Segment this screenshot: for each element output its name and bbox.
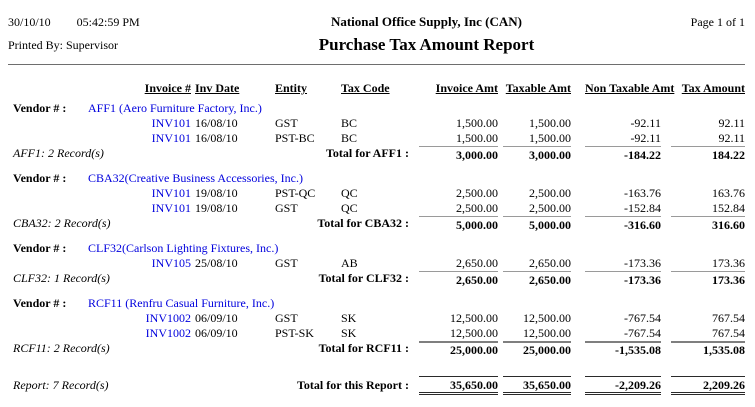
vendor-name-link[interactable]: CLF32(Carlson Lighting Fixtures, Inc.) [88,241,279,255]
report-tax-amount: 2,209.26 [671,376,745,395]
group-total-row [8,216,745,232]
report-invoice-amt: 35,650.00 [419,376,498,395]
page-number: Page 1 of 1 [690,15,745,29]
vendor-name-link[interactable]: CBA32(Creative Business Accessories, Inc.) [88,171,303,185]
tax-amount: 152.84 [712,201,745,215]
column-header-row [8,82,745,96]
tax-amount: 92.11 [718,131,745,145]
invoice-date: 06/09/10 [195,311,238,325]
invoice-number-link[interactable]: INV101 [151,201,191,215]
group-total-row [8,271,745,287]
tax-amount: 767.54 [712,311,745,325]
invoice-row [8,326,745,341]
entity-value: PST-SK [275,326,314,340]
tax-amount: 173.36 [712,256,745,270]
taxable-amt: 2,500.00 [529,186,571,200]
vendor-header-row [8,241,745,256]
invoice-date: 19/08/10 [195,201,238,215]
invoice-row [8,131,745,146]
group-total-label: Total for RCF11 : [318,341,409,355]
non-taxable-amt: -767.54 [624,326,661,340]
tax-code-value: BC [341,131,358,145]
entity-value: PST-BC [275,131,315,145]
total-taxable-amt: 5,000.00 [503,216,571,233]
vendor-name-link[interactable]: RCF11 (Renfru Casual Furniture, Inc.) [88,296,275,310]
total-non-taxable-amt: -184.22 [585,146,661,163]
total-invoice-amt: 3,000.00 [419,146,498,163]
total-invoice-amt: 2,650.00 [419,271,498,288]
print-date: 30/10/10 [8,15,51,29]
report-non-taxable-amt: -2,209.26 [585,376,661,395]
col-tax-code: Tax Code [341,81,390,95]
invoice-row [8,311,745,326]
report-record-count: Report: 7 Record(s) [13,378,109,392]
invoice-date: 25/08/10 [195,256,238,270]
invoice-date: 16/08/10 [195,116,238,130]
invoice-date: 19/08/10 [195,186,238,200]
invoice-amt: 12,500.00 [450,326,498,340]
entity-value: GST [275,201,298,215]
taxable-amt: 12,500.00 [523,326,571,340]
group-total-label: Total for CBA32 : [317,216,409,230]
col-taxable-amt: Taxable Amt [505,81,571,95]
entity-value: GST [275,116,298,130]
vendor-header-row [8,296,745,311]
report-header-line2 [8,34,745,56]
non-taxable-amt: -92.11 [630,116,661,130]
invoice-amt: 2,650.00 [456,256,498,270]
report-total-row [8,376,745,396]
entity-value: PST-QC [275,186,316,200]
non-taxable-amt: -163.76 [624,186,661,200]
total-taxable-amt: 25,000.00 [503,341,571,358]
report-taxable-amt: 35,650.00 [503,376,571,395]
invoice-row [8,186,745,201]
entity-value: GST [275,256,298,270]
tax-code-value: BC [341,116,358,130]
invoice-number-link[interactable]: INV101 [151,186,191,200]
non-taxable-amt: -92.11 [630,131,661,145]
vendor-number-label: Vendor # : [13,296,67,310]
tax-code-value: QC [341,186,358,200]
group-total-label: Total for CLF32 : [318,271,409,285]
invoice-amt: 1,500.00 [456,116,498,130]
col-inv-date: Inv Date [195,81,240,95]
total-invoice-amt: 5,000.00 [419,216,498,233]
taxable-amt: 1,500.00 [529,131,571,145]
vendor-number-label: Vendor # : [13,171,67,185]
group-total-row [8,341,745,357]
vendor-number-label: Vendor # : [13,101,67,115]
print-time: 05:42:59 PM [76,15,140,29]
invoice-row [8,256,745,271]
invoice-number-link[interactable]: INV101 [151,116,191,130]
invoice-number-link[interactable]: INV105 [151,256,191,270]
group-record-count: CBA32: 2 Record(s) [13,216,111,230]
group-record-count: AFF1: 2 Record(s) [13,146,104,160]
group-total-label: Total for AFF1 : [326,146,409,160]
total-taxable-amt: 2,650.00 [503,271,571,288]
report-header-line1 [8,14,745,30]
total-tax-amount: 184.22 [671,146,745,163]
tax-amount: 163.76 [712,186,745,200]
total-non-taxable-amt: -173.36 [585,271,661,288]
invoice-amt: 12,500.00 [450,311,498,325]
vendor-number-label: Vendor # : [13,241,67,255]
report-total-label: Total for this Report : [297,378,409,392]
tax-code-value: AB [341,256,358,270]
invoice-number-link[interactable]: INV1002 [145,326,191,340]
tax-code-value: SK [341,326,357,340]
total-tax-amount: 173.36 [671,271,745,288]
vendor-header-row [8,171,745,186]
total-non-taxable-amt: -316.60 [585,216,661,233]
group-total-row [8,146,745,162]
total-taxable-amt: 3,000.00 [503,146,571,163]
vendor-header-row [8,101,745,116]
invoice-number-link[interactable]: INV1002 [145,311,191,325]
header-divider [8,64,745,65]
group-record-count: RCF11: 2 Record(s) [13,341,110,355]
printed-by: Printed By: Supervisor [8,38,118,52]
company-name: National Office Supply, Inc (CAN) [330,14,523,29]
invoice-amt: 1,500.00 [456,131,498,145]
total-tax-amount: 316.60 [671,216,745,233]
non-taxable-amt: -767.54 [624,311,661,325]
total-tax-amount: 1,535.08 [671,341,745,358]
tax-code-value: QC [341,201,358,215]
taxable-amt: 1,500.00 [529,116,571,130]
invoice-amt: 2,500.00 [456,186,498,200]
taxable-amt: 2,500.00 [529,201,571,215]
col-tax-amount: Tax Amount [681,81,745,95]
total-invoice-amt: 25,000.00 [419,341,498,358]
invoice-number-link[interactable]: INV101 [151,131,191,145]
invoice-row [8,201,745,216]
col-entity: Entity [275,81,308,95]
tax-amount: 767.54 [712,326,745,340]
invoice-date: 06/09/10 [195,326,238,340]
tax-amount: 92.11 [718,116,745,130]
report-title: Purchase Tax Amount Report [318,35,535,54]
tax-code-value: SK [341,311,357,325]
taxable-amt: 2,650.00 [529,256,571,270]
group-record-count: CLF32: 1 Record(s) [13,271,110,285]
invoice-row [8,116,745,131]
invoice-amt: 2,500.00 [456,201,498,215]
col-non-taxable-amt: Non Taxable Amt [585,81,675,95]
non-taxable-amt: -173.36 [624,256,661,270]
total-non-taxable-amt: -1,535.08 [585,341,661,358]
taxable-amt: 12,500.00 [523,311,571,325]
entity-value: GST [275,311,298,325]
non-taxable-amt: -152.84 [624,201,661,215]
vendor-name-link[interactable]: AFF1 (Aero Furniture Factory, Inc.) [88,101,262,115]
invoice-date: 16/08/10 [195,131,238,145]
col-invoice: Invoice # [144,81,191,95]
col-invoice-amt: Invoice Amt [435,81,498,95]
